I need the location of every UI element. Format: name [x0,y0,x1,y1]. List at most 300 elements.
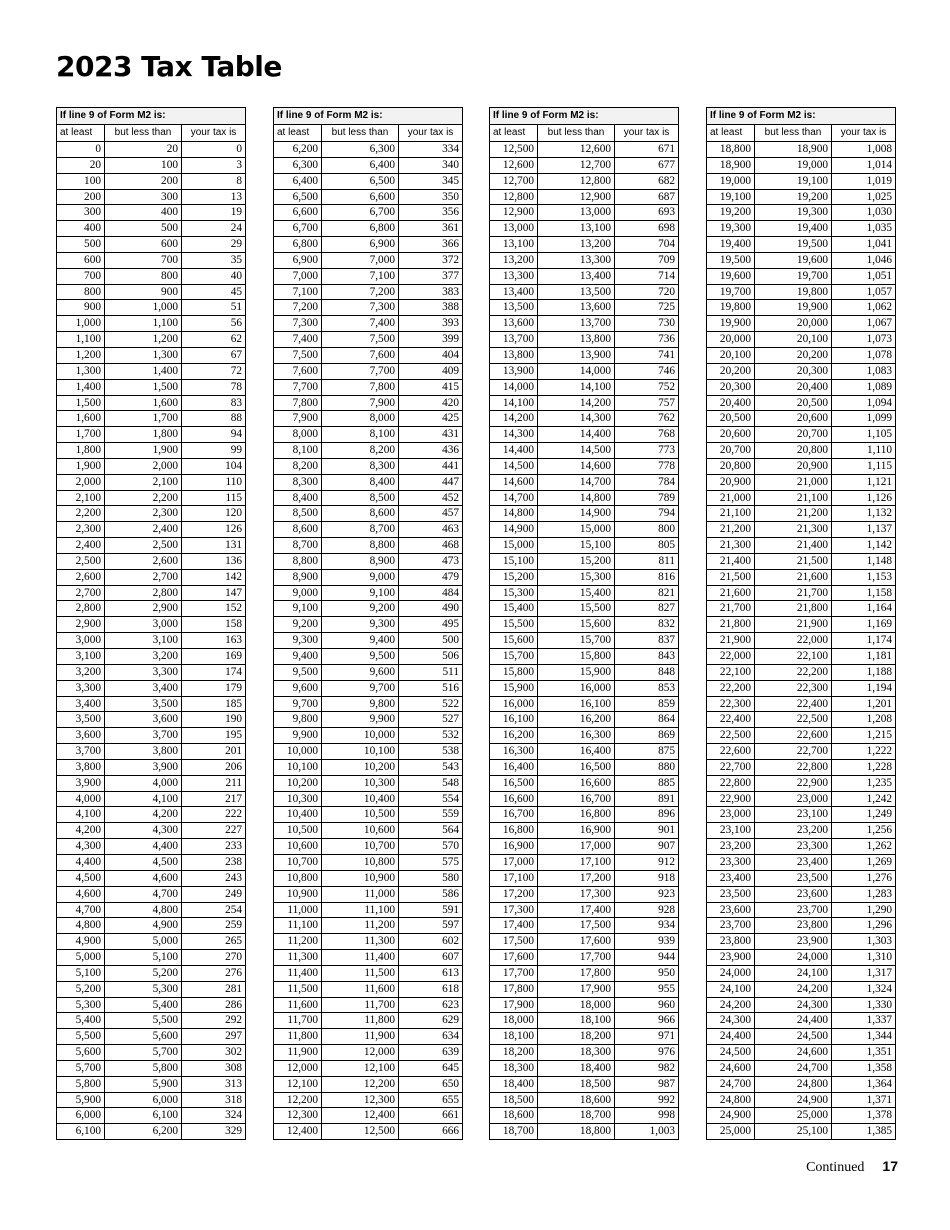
tax-cell: 259 [182,918,246,934]
less-than-cell: 600 [105,237,182,253]
less-than-cell: 15,600 [538,617,615,633]
less-than-cell: 21,000 [755,474,832,490]
less-than-cell: 14,900 [538,506,615,522]
at-least-cell: 8,700 [274,538,322,554]
less-than-cell: 12,000 [322,1045,399,1061]
tax-cell: 190 [182,712,246,728]
tax-cell: 1,310 [832,950,896,966]
less-than-cell: 9,800 [322,696,399,712]
less-than-cell: 12,400 [322,1108,399,1124]
less-than-cell: 24,000 [755,950,832,966]
tax-cell: 1,099 [832,411,896,427]
tax-cell: 409 [399,363,463,379]
at-least-cell: 9,600 [274,680,322,696]
tax-cell: 597 [399,918,463,934]
tax-cell: 1,188 [832,664,896,680]
at-least-cell: 1,300 [57,363,105,379]
table-row [707,252,896,268]
less-than-cell: 12,600 [538,142,615,158]
at-least-cell: 23,300 [707,854,755,870]
table-row [57,173,246,189]
table-row [274,379,463,395]
tax-cell: 1,062 [832,300,896,316]
tax-table-3 [489,107,679,1140]
less-than-cell: 15,900 [538,664,615,680]
at-least-cell: 16,200 [490,728,538,744]
less-than-cell: 9,900 [322,712,399,728]
less-than-cell: 8,000 [322,411,399,427]
tax-cell: 147 [182,585,246,601]
table-row [490,759,679,775]
table-row [274,490,463,506]
tax-cell: 179 [182,680,246,696]
less-than-cell: 20,900 [755,458,832,474]
less-than-cell: 13,300 [538,252,615,268]
less-than-cell: 24,700 [755,1060,832,1076]
table-row [274,823,463,839]
at-least-cell: 11,300 [274,950,322,966]
table-row [274,347,463,363]
less-than-cell: 12,200 [322,1076,399,1092]
tax-cell: 99 [182,443,246,459]
less-than-cell: 3,100 [105,633,182,649]
tax-cell: 1,073 [832,332,896,348]
less-than-cell: 11,300 [322,934,399,950]
tax-cell: 447 [399,474,463,490]
at-least-cell: 5,000 [57,950,105,966]
less-than-cell: 13,400 [538,268,615,284]
less-than-cell: 16,500 [538,759,615,775]
tax-cell: 976 [615,1045,679,1061]
at-least-cell: 23,800 [707,934,755,950]
table-row [707,1124,896,1140]
table-row [490,1060,679,1076]
table-row [490,1013,679,1029]
at-least-cell: 11,000 [274,902,322,918]
at-least-cell: 6,700 [274,221,322,237]
at-least-cell: 24,300 [707,1013,755,1029]
at-least-cell: 2,100 [57,490,105,506]
table-row [274,664,463,680]
table-row [57,252,246,268]
at-least-cell: 20,100 [707,347,755,363]
less-than-cell: 5,300 [105,981,182,997]
tax-cell: 629 [399,1013,463,1029]
at-least-cell: 200 [57,189,105,205]
less-than-cell: 4,800 [105,902,182,918]
table-row [707,585,896,601]
less-than-cell: 14,200 [538,395,615,411]
at-least-cell: 2,000 [57,474,105,490]
tax-cell: 377 [399,268,463,284]
tax-cell: 1,181 [832,649,896,665]
at-least-cell: 4,600 [57,886,105,902]
at-least-cell: 8,400 [274,490,322,506]
table-row [57,237,246,253]
table-row [490,744,679,760]
at-least-cell: 12,900 [490,205,538,221]
at-least-cell: 5,400 [57,1013,105,1029]
tax-cell: 383 [399,284,463,300]
less-than-cell: 500 [105,221,182,237]
tax-cell: 1,089 [832,379,896,395]
tax-cell: 645 [399,1060,463,1076]
less-than-cell: 17,200 [538,870,615,886]
tax-cell: 62 [182,332,246,348]
continued-label: Continued [806,1160,865,1175]
at-least-cell: 2,300 [57,522,105,538]
at-least-cell: 20,900 [707,474,755,490]
tax-cell: 276 [182,965,246,981]
table-row [707,918,896,934]
at-least-cell: 22,200 [707,680,755,696]
table-row [707,649,896,665]
tax-cell: 431 [399,427,463,443]
tax-cell: 45 [182,284,246,300]
at-least-cell: 14,900 [490,522,538,538]
table-row [490,934,679,950]
tax-cell: 992 [615,1092,679,1108]
table-row [707,902,896,918]
tax-cell: 821 [615,585,679,601]
at-least-cell: 2,600 [57,569,105,585]
at-least-cell: 15,300 [490,585,538,601]
at-least-cell: 23,600 [707,902,755,918]
tax-cell: 254 [182,902,246,918]
tax-cell: 912 [615,854,679,870]
table-row [707,379,896,395]
table-row [57,950,246,966]
at-least-cell: 20,700 [707,443,755,459]
less-than-cell: 19,900 [755,300,832,316]
less-than-cell: 11,100 [322,902,399,918]
table-row [490,649,679,665]
less-than-cell: 9,700 [322,680,399,696]
at-least-cell: 12,500 [490,142,538,158]
at-least-cell: 21,500 [707,569,755,585]
tax-cell: 885 [615,775,679,791]
at-least-cell: 21,400 [707,553,755,569]
tax-cell: 372 [399,252,463,268]
less-than-cell: 5,900 [105,1076,182,1092]
less-than-cell: 6,100 [105,1108,182,1124]
tax-cell: 1,249 [832,807,896,823]
tax-cell: 468 [399,538,463,554]
at-least-cell: 13,900 [490,363,538,379]
at-least-cell: 22,300 [707,696,755,712]
less-than-cell: 14,400 [538,427,615,443]
tax-cell: 1,121 [832,474,896,490]
at-least-cell: 16,300 [490,744,538,760]
less-than-cell: 19,000 [755,157,832,173]
tax-cell: 1,364 [832,1076,896,1092]
less-than-cell: 22,000 [755,633,832,649]
less-than-cell: 14,800 [538,490,615,506]
tax-cell: 473 [399,553,463,569]
table-row [490,728,679,744]
less-than-cell: 1,000 [105,300,182,316]
table-row [57,1076,246,1092]
tax-cell: 1,174 [832,633,896,649]
less-than-cell: 4,700 [105,886,182,902]
table-row [274,284,463,300]
table-row [57,316,246,332]
tax-cell: 1,014 [832,157,896,173]
at-least-cell: 17,900 [490,997,538,1013]
table-row [57,759,246,775]
less-than-cell: 400 [105,205,182,221]
at-least-cell: 14,000 [490,379,538,395]
tax-cell: 356 [399,205,463,221]
table-row [57,300,246,316]
tax-cell: 655 [399,1092,463,1108]
at-least-cell: 12,100 [274,1076,322,1092]
at-least-cell: 5,100 [57,965,105,981]
tax-cell: 671 [615,142,679,158]
at-least-cell: 14,300 [490,427,538,443]
table-row [57,363,246,379]
tax-cell: 1,078 [832,347,896,363]
at-least-cell: 12,800 [490,189,538,205]
table-row [707,237,896,253]
tax-cell: 1,132 [832,506,896,522]
tax-cell: 1,317 [832,965,896,981]
less-than-cell: 15,500 [538,601,615,617]
tax-cell: 1,201 [832,696,896,712]
at-least-cell: 10,400 [274,807,322,823]
less-than-cell: 21,300 [755,522,832,538]
tax-cell: 201 [182,744,246,760]
at-least-cell: 4,800 [57,918,105,934]
table-row [57,601,246,617]
at-least-cell: 6,800 [274,237,322,253]
table-row [707,823,896,839]
table-row [57,1108,246,1124]
tax-cell: 896 [615,807,679,823]
less-than-cell: 3,400 [105,680,182,696]
table-row [274,1013,463,1029]
less-than-cell: 2,000 [105,458,182,474]
at-least-cell: 17,400 [490,918,538,934]
table-row [274,363,463,379]
tax-cell: 789 [615,490,679,506]
less-than-cell: 5,500 [105,1013,182,1029]
at-least-cell: 4,000 [57,791,105,807]
table-row [274,157,463,173]
tax-cell: 1,330 [832,997,896,1013]
at-least-cell: 5,200 [57,981,105,997]
less-than-cell: 18,000 [538,997,615,1013]
at-least-cell: 5,900 [57,1092,105,1108]
table-row [707,981,896,997]
at-least-cell: 8,500 [274,506,322,522]
tax-cell: 211 [182,775,246,791]
table-row [707,664,896,680]
tax-cell: 142 [182,569,246,585]
at-least-cell: 7,300 [274,316,322,332]
less-than-cell: 20,200 [755,347,832,363]
tax-cell: 613 [399,965,463,981]
table-row [707,712,896,728]
table-row [57,569,246,585]
tax-cell: 709 [615,252,679,268]
tax-cell: 19 [182,205,246,221]
tax-cell: 120 [182,506,246,522]
at-least-cell: 11,900 [274,1045,322,1061]
tax-cell: 185 [182,696,246,712]
less-than-cell: 100 [105,157,182,173]
less-than-cell: 13,000 [538,205,615,221]
table-row [274,712,463,728]
less-than-cell: 23,600 [755,886,832,902]
table-row [490,664,679,680]
at-least-cell: 11,400 [274,965,322,981]
at-least-cell: 16,500 [490,775,538,791]
less-than-cell: 11,500 [322,965,399,981]
less-than-cell: 1,800 [105,427,182,443]
tax-cell: 1,344 [832,1029,896,1045]
less-than-cell: 13,100 [538,221,615,237]
tax-cell: 227 [182,823,246,839]
table-row [490,1092,679,1108]
at-least-cell: 1,500 [57,395,105,411]
tax-cell: 725 [615,300,679,316]
less-than-cell: 23,900 [755,934,832,950]
less-than-cell: 4,900 [105,918,182,934]
less-than-cell: 7,900 [322,395,399,411]
less-than-cell: 17,600 [538,934,615,950]
at-least-cell: 13,500 [490,300,538,316]
tax-cell: 1,303 [832,934,896,950]
less-than-cell: 6,300 [322,142,399,158]
less-than-cell: 16,200 [538,712,615,728]
less-than-cell: 19,600 [755,252,832,268]
table-row [57,712,246,728]
table-row [274,696,463,712]
tax-cell: 1,378 [832,1108,896,1124]
less-than-cell: 15,100 [538,538,615,554]
table-row [274,332,463,348]
table-row [707,870,896,886]
at-least-cell: 11,700 [274,1013,322,1029]
tax-cell: 420 [399,395,463,411]
tax-cell: 1,337 [832,1013,896,1029]
less-than-cell: 9,200 [322,601,399,617]
at-least-cell: 7,600 [274,363,322,379]
tax-cell: 1,046 [832,252,896,268]
tax-cell: 559 [399,807,463,823]
tax-cell: 35 [182,252,246,268]
at-least-cell: 3,000 [57,633,105,649]
tax-cell: 313 [182,1076,246,1092]
at-least-cell: 16,000 [490,696,538,712]
tax-cell: 907 [615,839,679,855]
table-row [274,1092,463,1108]
less-than-cell: 8,800 [322,538,399,554]
less-than-cell: 11,800 [322,1013,399,1029]
tax-cell: 350 [399,189,463,205]
less-than-cell: 16,900 [538,823,615,839]
tax-cell: 794 [615,506,679,522]
tax-cell: 1,142 [832,538,896,554]
at-least-cell: 15,400 [490,601,538,617]
tax-cell: 457 [399,506,463,522]
tax-cell: 639 [399,1045,463,1061]
tax-cell: 618 [399,981,463,997]
table-row [274,744,463,760]
table-row [707,363,896,379]
less-than-cell: 6,800 [322,221,399,237]
table-row [707,1092,896,1108]
table-row [707,601,896,617]
table-row [490,458,679,474]
less-than-cell: 17,100 [538,854,615,870]
less-than-cell: 800 [105,268,182,284]
at-least-cell: 8,300 [274,474,322,490]
less-than-cell: 12,700 [538,157,615,173]
less-than-cell: 20,400 [755,379,832,395]
table-row [490,997,679,1013]
tax-cell: 243 [182,870,246,886]
tax-cell: 714 [615,268,679,284]
tax-table-1 [56,107,246,1140]
less-than-cell: 21,400 [755,538,832,554]
table-row [274,1076,463,1092]
at-least-cell: 9,700 [274,696,322,712]
at-least-cell: 18,700 [490,1124,538,1140]
table-row [707,157,896,173]
less-than-cell: 13,900 [538,347,615,363]
tax-cell: 1,358 [832,1060,896,1076]
table-row [274,300,463,316]
at-least-cell: 8,900 [274,569,322,585]
at-least-cell: 17,000 [490,854,538,870]
less-than-cell: 11,000 [322,886,399,902]
less-than-cell: 8,700 [322,522,399,538]
less-than-cell: 2,800 [105,585,182,601]
table-row [57,617,246,633]
at-least-cell: 1,700 [57,427,105,443]
tax-cell: 1,262 [832,839,896,855]
tax-cell: 848 [615,664,679,680]
at-least-cell: 3,600 [57,728,105,744]
tax-cell: 1,051 [832,268,896,284]
table-row [707,173,896,189]
less-than-cell: 13,500 [538,284,615,300]
less-than-cell: 18,800 [538,1124,615,1140]
at-least-cell: 4,700 [57,902,105,918]
tax-cell: 324 [182,1108,246,1124]
at-least-cell: 21,000 [707,490,755,506]
tax-cell: 1,158 [832,585,896,601]
table-row [707,569,896,585]
at-least-cell: 3,700 [57,744,105,760]
table-row [490,411,679,427]
less-than-cell: 9,500 [322,649,399,665]
at-least-cell: 20,300 [707,379,755,395]
table-row [274,1060,463,1076]
at-least-cell: 17,500 [490,934,538,950]
tax-cell: 1,256 [832,823,896,839]
tax-cell: 1,041 [832,237,896,253]
table-row [274,458,463,474]
tax-cell: 126 [182,522,246,538]
at-least-cell: 8,600 [274,522,322,538]
tax-cell: 805 [615,538,679,554]
less-than-cell: 20,800 [755,443,832,459]
tax-cell: 281 [182,981,246,997]
table-row [274,569,463,585]
